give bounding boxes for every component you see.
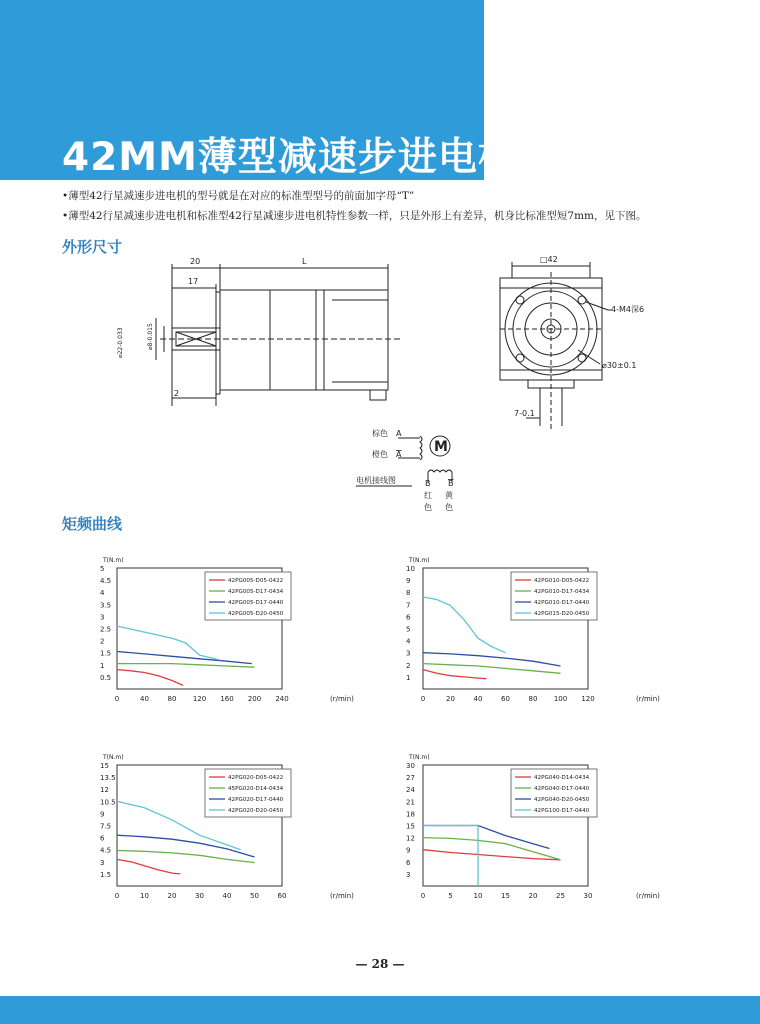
y-tick-label: 15 xyxy=(100,762,109,770)
wire-b-bar-color-2: 色 xyxy=(445,503,453,512)
y-tick-label: 3.5 xyxy=(100,601,112,610)
y-tick-label: 2.5 xyxy=(100,625,112,634)
wiring-caption: 电机接线图 xyxy=(356,476,396,485)
x-axis-label: (r/min) xyxy=(330,892,354,900)
dim-holes-label: 4-M4深6 xyxy=(611,305,645,314)
legend-entry: 42PG040-D20-0450 xyxy=(534,797,590,803)
y-tick-label: 4 xyxy=(406,637,411,646)
wire-a-bar-color: 橙色 xyxy=(372,450,388,459)
x-tick-label: 20 xyxy=(528,892,538,900)
x-tick-label: 100 xyxy=(553,695,568,703)
bullet-2: •薄型42行星减速步进电机和标准型42行星减速步进电机特性参数一样，只是外形上有差异，机身比标准型短7mm，见下图。 xyxy=(62,210,647,222)
legend-entry: 42PG040-D17-0440 xyxy=(534,786,590,792)
motor-symbol: M xyxy=(434,439,448,455)
x-tick-label: 5 xyxy=(448,892,453,900)
y-tick-label: 0.5 xyxy=(100,673,112,682)
y-tick-label: 1 xyxy=(406,673,411,682)
y-tick-label: 4.5 xyxy=(100,846,112,855)
series-line-1 xyxy=(423,850,561,860)
x-tick-label: 10 xyxy=(140,892,149,900)
wire-b-bar-label: B xyxy=(448,479,454,488)
x-tick-label: 80 xyxy=(528,695,538,703)
x-tick-label: 60 xyxy=(501,695,510,703)
legend-entry: 45PG020-D14-0434 xyxy=(228,786,284,792)
y-tick-label: 10.5 xyxy=(100,798,116,807)
y-axis-label: T(N.m) xyxy=(103,557,124,564)
dim-2-label: 2 xyxy=(174,389,180,398)
legend-entry: 42PG020-D05-0422 xyxy=(228,775,284,781)
y-tick-label: 5 xyxy=(406,625,411,634)
y-tick-label: 4.5 xyxy=(100,577,112,586)
x-tick-label: 20 xyxy=(167,892,177,900)
section-dimensions: 外形尺寸 xyxy=(62,238,123,256)
footer-band xyxy=(0,996,760,1024)
y-tick-label: 1.5 xyxy=(100,870,112,879)
series-line-4 xyxy=(423,826,478,887)
y-tick-label: 4 xyxy=(100,589,105,598)
torque-chart-3 xyxy=(90,745,380,903)
y-tick-label: 2 xyxy=(100,637,105,646)
y-tick-label: 5 xyxy=(100,565,105,573)
legend-entry: 42PG100-D17-0440 xyxy=(534,808,590,814)
x-tick-label: 10 xyxy=(473,892,483,900)
legend-entry: 42PG010-D17-0434 xyxy=(534,589,590,595)
motor-body-side xyxy=(220,290,388,390)
dim-7-label: 7-0.1 xyxy=(514,409,535,418)
x-tick-label: 20 xyxy=(446,695,455,703)
series-line-2 xyxy=(423,838,561,860)
torque-chart-2 xyxy=(396,548,686,706)
wire-b-bar-color-1: 黄 xyxy=(445,491,453,500)
x-tick-label: 60 xyxy=(277,892,287,900)
bullet-1: •薄型42行星减速步进电机的型号就是在对应的标准型型号的前面加字母“T” xyxy=(62,190,415,202)
y-tick-label: 3 xyxy=(406,870,411,879)
y-tick-label: 7 xyxy=(406,601,411,610)
y-axis-label: T(N.m) xyxy=(409,557,430,564)
y-tick-label: 21 xyxy=(406,798,415,807)
torque-chart-4 xyxy=(396,745,686,903)
y-axis-label: T(N.m) xyxy=(409,754,430,761)
y-tick-label: 1 xyxy=(100,661,105,670)
x-tick-label: 0 xyxy=(114,695,120,703)
y-tick-label: 6 xyxy=(100,834,105,843)
series-line-2 xyxy=(117,851,255,863)
y-tick-label: 9 xyxy=(406,846,411,855)
x-tick-label: 200 xyxy=(247,695,262,703)
y-tick-label: 8 xyxy=(406,589,411,598)
x-axis-label: (r/min) xyxy=(636,892,660,900)
y-tick-label: 1.5 xyxy=(100,649,112,658)
dim-17-label: 17 xyxy=(188,277,199,286)
legend-entry: 42PG010-D05-0422 xyxy=(534,578,590,584)
x-tick-label: 30 xyxy=(583,892,593,900)
x-tick-label: 40 xyxy=(140,695,149,703)
x-tick-label: 0 xyxy=(114,892,120,900)
y-tick-label: 30 xyxy=(406,762,415,770)
page-title: 42MM薄型减速步进电机 xyxy=(62,135,518,180)
y-tick-label: 13.5 xyxy=(100,774,116,783)
series-line-1 xyxy=(117,859,180,874)
page-number: — 28 — xyxy=(355,957,405,971)
x-tick-label: 40 xyxy=(222,892,232,900)
series-line-3 xyxy=(423,826,550,849)
series-line-4 xyxy=(423,597,506,653)
legend-entry: 42PG005-D20-0450 xyxy=(228,611,284,617)
section-torque: 矩频曲线 xyxy=(62,515,123,533)
wire-b-label: B xyxy=(425,479,431,488)
legend-entry: 42PG010-D17-0440 xyxy=(534,600,590,606)
legend-entry: 42PG015-D20-0450 xyxy=(534,611,590,617)
y-tick-label: 6 xyxy=(406,613,411,622)
x-tick-label: 120 xyxy=(192,695,207,703)
y-tick-label: 6 xyxy=(406,858,411,867)
wire-a-color: 棕色 xyxy=(372,429,388,438)
y-tick-label: 27 xyxy=(406,774,415,783)
legend-entry: 42PG020-D20-0450 xyxy=(228,808,284,814)
y-tick-label: 10 xyxy=(406,565,415,573)
legend-entry: 42PG005-D05-0422 xyxy=(228,578,284,584)
x-tick-label: 0 xyxy=(420,892,426,900)
dim-pilot-label: ⌀30±0.1 xyxy=(602,361,637,370)
y-tick-label: 9 xyxy=(100,810,105,819)
legend-entry: 42PG020-D17-0440 xyxy=(228,797,284,803)
y-tick-label: 15 xyxy=(406,822,415,831)
legend-entry: 42PG040-D14-0434 xyxy=(534,775,590,781)
series-line-4 xyxy=(117,626,220,660)
x-axis-label: (r/min) xyxy=(330,695,354,703)
y-tick-label: 3 xyxy=(100,858,105,867)
y-tick-label: 12 xyxy=(406,834,415,843)
x-tick-label: 0 xyxy=(420,695,426,703)
x-axis-label: (r/min) xyxy=(636,695,660,703)
dim-L-label: L xyxy=(302,257,307,266)
wire-b-color-2: 色 xyxy=(424,503,432,512)
x-tick-label: 240 xyxy=(275,695,289,703)
legend-entry: 42PG005-D17-0434 xyxy=(228,589,284,595)
series-line-1 xyxy=(423,670,486,679)
wire-a-label: A xyxy=(396,429,402,438)
x-tick-label: 15 xyxy=(501,892,510,900)
series-line-1 xyxy=(117,670,183,686)
series-line-2 xyxy=(117,664,255,668)
x-tick-label: 30 xyxy=(195,892,204,900)
dim-shaft-inner-label: ⌀8-0.015 xyxy=(147,323,154,350)
series-line-2 xyxy=(423,664,561,674)
y-tick-label: 2 xyxy=(406,661,411,670)
x-tick-label: 25 xyxy=(556,892,565,900)
y-axis-label: T(N.m) xyxy=(103,754,124,761)
torque-chart-1 xyxy=(90,548,380,706)
y-tick-label: 7.5 xyxy=(100,822,112,831)
wire-a-bar-label: A xyxy=(396,450,402,459)
x-tick-label: 160 xyxy=(220,695,234,703)
y-tick-label: 3 xyxy=(406,649,411,658)
y-tick-label: 3 xyxy=(100,613,105,622)
wire-b-color-1: 红 xyxy=(424,491,432,500)
x-tick-label: 40 xyxy=(473,695,483,703)
dim-42-label: □42 xyxy=(540,255,558,264)
y-tick-label: 18 xyxy=(406,810,415,819)
series-line-3 xyxy=(117,652,252,664)
dim-20-label: 20 xyxy=(190,257,201,266)
x-tick-label: 50 xyxy=(250,892,259,900)
legend-entry: 42PG005-D17-0440 xyxy=(228,600,284,606)
dim-shaft-outer-label: ⌀22-0.033 xyxy=(117,327,124,358)
x-tick-label: 80 xyxy=(167,695,177,703)
dimension-drawing xyxy=(100,250,660,520)
y-tick-label: 9 xyxy=(406,577,411,586)
x-tick-label: 120 xyxy=(581,695,595,703)
y-tick-label: 24 xyxy=(406,786,415,795)
y-tick-label: 12 xyxy=(100,786,109,795)
